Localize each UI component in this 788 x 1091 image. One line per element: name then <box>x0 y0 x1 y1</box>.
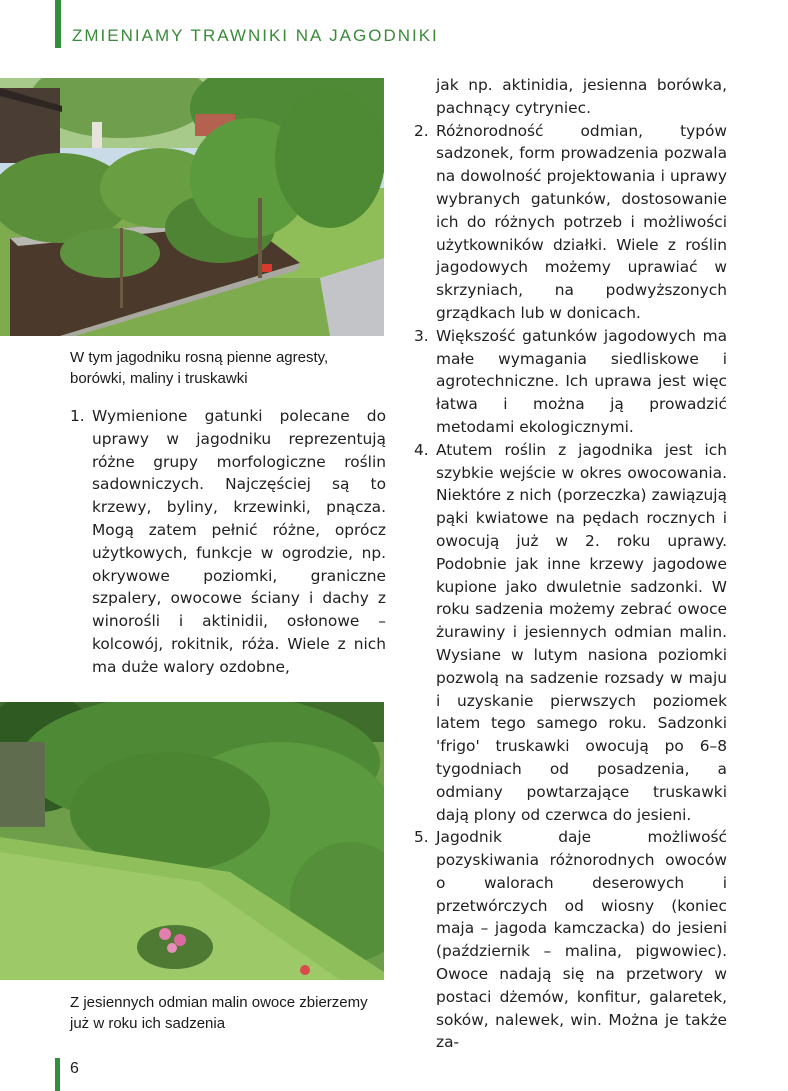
list-left-column <box>70 405 386 679</box>
list-item-text: Wymienione gatunki polecane do uprawy w jagodniku reprezentują różne grupy morfologiczne roślin sadowniczych. Najczęściej są to krzewy, byliny, krzewinki, pnącza. Mogą zatem pełnić różne, oprócz użytkowych, funkcje w ogrodzie, np. okrywowe poziomki, graniczne szpalery, owocowe ściany i dachy z winorośli i aktinidii, osłonowe – kolcowój, rokitnik, róża. Wiele z nich ma duże walory ozdobne, <box>92 407 386 676</box>
list-item-text: Różnorodność odmian, typów sadzonek, form prowadzenia pozwala na dowolność projektowania i uprawy wybranych gatunków, dostosowanie ich do różnych potrzeb i możliwości użytkowników działki. Wiele z roślin jagodowych możemy uprawiać w skrzyniach, na podwyższonych grządkach lub w donicach. <box>436 121 727 322</box>
list-item <box>414 439 727 827</box>
list-item <box>414 325 727 439</box>
list-item-text: jak np. aktinidia, jesienna borówka, pachnący cytryniec. <box>436 76 727 117</box>
list-item-continuation <box>414 74 727 120</box>
list-number: 3. <box>414 326 429 345</box>
list-item-text: Atutem roślin z jagodnika jest ich szybkie wejście w okres owocowania. Niektóre z nich (porzeczka) zawiązują pąki kwiatowe na pędach rocznych i owocują już w 2. roku uprawy. Podobnie jak inne krzewy jagodowe kupione jako dwuletnie sadzonki. W roku sadzenia możemy zebrać owoce żurawiny i jesiennych odmian malin. Wysiane w lutym nasiona poziomki pozwolą na sadzenie rozsady w maju i uzyskanie pierwszych poziomek latem tego samego roku. Sadzonki 'frigo' truskawki owocują po 6–8 tygodniach od posadzenia, a odmiany powtarzające truskawki dają plony od czerwca do jesieni. <box>436 440 727 824</box>
list-item-text: Większość gatunków jagodowych ma małe wymagania siedliskowe i agrotechniczne. Ich uprawa jest więc łatwa i można ją prowadzić metodami ekologicznymi. <box>436 326 727 436</box>
list-number: 5. <box>414 828 429 847</box>
footer-accent-bar <box>55 1058 60 1091</box>
garden-photo <box>0 78 384 336</box>
photo-caption: W tym jagodniku rosną pienne agresty, borówki, maliny i truskawki <box>70 349 329 387</box>
list-number: 2. <box>414 121 429 140</box>
list-item <box>70 405 386 679</box>
list-right-column <box>414 74 727 1054</box>
header-accent-bar <box>55 0 61 48</box>
list-item <box>414 120 727 325</box>
list-number: 1. <box>70 407 85 425</box>
page-number: 6 <box>70 1060 79 1077</box>
list-item-text: Jagodnik daje możliwość pozyskiwania różnorodnych owoców o walorach deserowych i przetwórczych od wiosny (koniec maja – jagoda kamczacka) do jesieni (październik – malina, pigwowiec). Owoce nadają się na przetwory w postaci dżemów, konfitur, galaretek, soków, nalewek, win. Można je także za- <box>436 828 727 1052</box>
raspberry-photo <box>0 702 384 980</box>
list-item <box>414 826 727 1054</box>
list-number: 4. <box>414 440 429 459</box>
photo-caption: Z jesiennych odmian malin owoce zbierzemy już w roku ich sadzenia <box>70 994 368 1032</box>
chapter-title: ZMIENIAMY TRAWNIKI NA JAGODNIKI <box>72 26 439 45</box>
